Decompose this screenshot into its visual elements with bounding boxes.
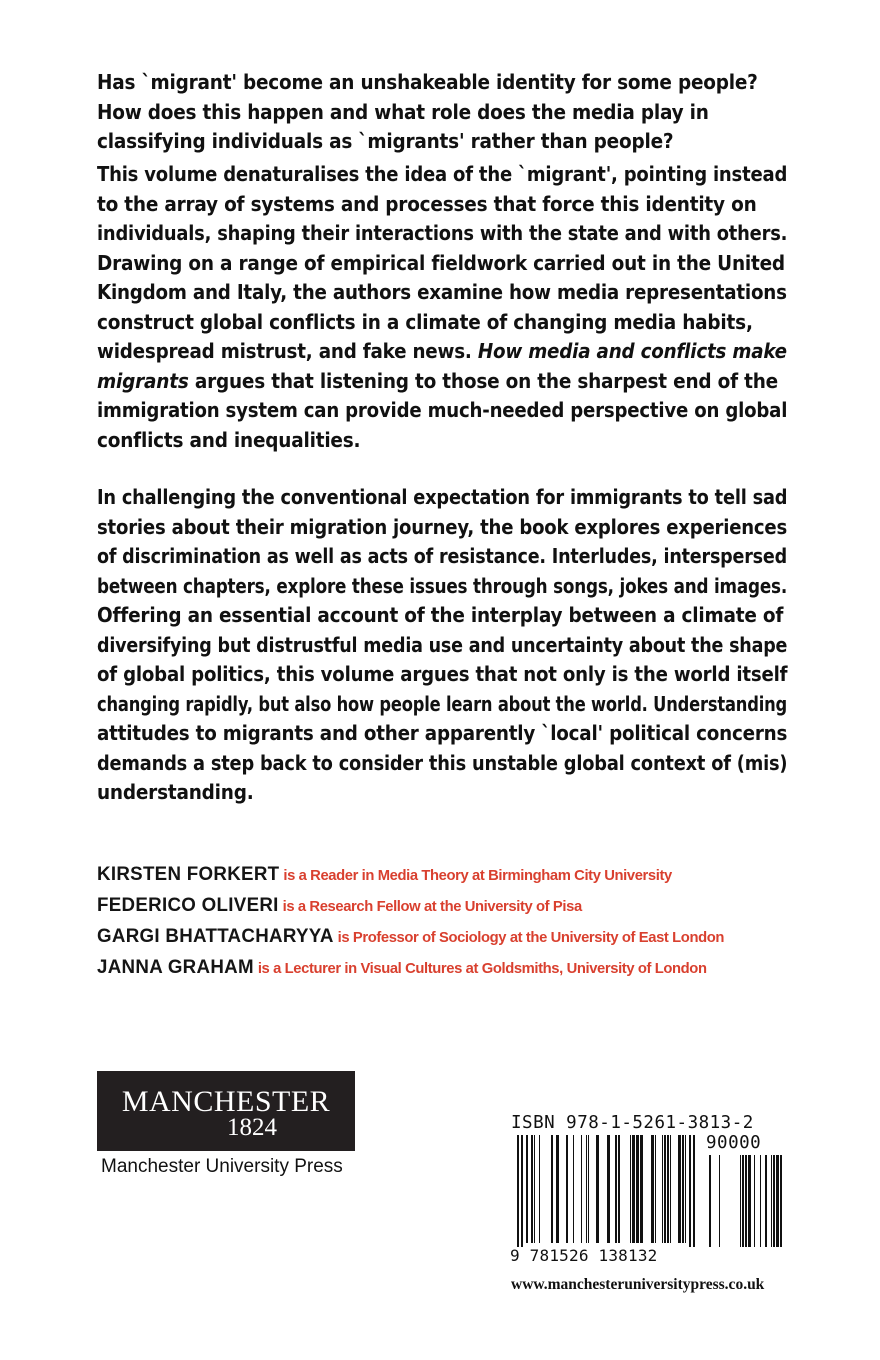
barcode-bar [636, 1135, 639, 1243]
blurb-line: of discrimination as well as acts of resistance. Interludes, interspersed [97, 544, 787, 568]
blurb-paragraph-1 [97, 68, 787, 157]
author-name: GARGI BHATTACHARYYA [97, 926, 334, 947]
barcode-bar [670, 1135, 671, 1243]
author-entry [97, 859, 787, 890]
barcode-bar [689, 1135, 691, 1247]
barcode-bar [640, 1135, 643, 1243]
book-title: migrants [97, 368, 189, 393]
barcode-bar [539, 1135, 540, 1243]
blurb-line: between chapters, explore these issues through songs, jokes and images. [97, 573, 788, 598]
barcode-bar [607, 1135, 610, 1243]
blurb-line: classifying individuals as `migrants' rather than people? [97, 129, 674, 153]
barcode-bar [566, 1135, 568, 1243]
author-entry [97, 952, 787, 983]
author-description: is a Lecturer in Visual Cultures at Goldsmiths, University of London [257, 960, 707, 977]
book-title: How media and conflicts make [477, 339, 787, 363]
author-description: is Professor of Sociology at the University of East London [337, 929, 725, 946]
blurb-line: of global politics, this volume argues that not only is the world itself [97, 662, 788, 686]
blurb-line: migrants argues that listening to those on the sharpest end of the [97, 368, 778, 393]
barcode-bar [586, 1135, 587, 1243]
barcode-bar [531, 1135, 533, 1243]
isbn-label: ISBN 978-1-5261-3813-2 [511, 1113, 754, 1133]
blurb-line: diversifying but distrustful media use and uncertainty about the shape [97, 632, 788, 657]
barcode-image [511, 1135, 786, 1247]
barcode-bar [771, 1155, 772, 1247]
blurb-paragraph-2 [97, 160, 787, 455]
barcode-bar [618, 1135, 620, 1243]
barcode-bar [780, 1155, 782, 1247]
barcode-bar [662, 1135, 663, 1243]
blurb-line: changing rapidly, but also how people learn about the world. Understanding [97, 691, 787, 716]
barcode-bar [526, 1135, 528, 1243]
barcode-bar [596, 1135, 599, 1243]
blurb-line: to the array of systems and processes that force this identity on [97, 191, 757, 216]
barcode-bar [682, 1135, 684, 1243]
barcode-bar [521, 1135, 523, 1247]
barcode-bar [632, 1135, 635, 1243]
author-name: JANNA GRAHAM [97, 957, 254, 978]
barcode-bar [748, 1155, 751, 1247]
barcode-bar [765, 1155, 767, 1247]
logo-year: 1824 [227, 1114, 277, 1141]
barcode-bar [655, 1135, 656, 1243]
blurb-line: immigration system can provide much-needed perspective on global [97, 398, 788, 422]
blurb-line: demands a step back to consider this unstable global context of (mis) [97, 750, 788, 775]
author-name: FEDERICO OLIVERI [97, 895, 279, 916]
logo-name: MANCHESTER [121, 1085, 331, 1118]
barcode-digits: 9 781526 138132 [510, 1246, 658, 1265]
barcode-bar [664, 1135, 666, 1243]
barcode-bar [773, 1155, 775, 1247]
barcode-bar [754, 1155, 755, 1247]
blurb-line: Offering an essential account of the interplay between a climate of [97, 603, 784, 627]
barcode-bar [551, 1135, 553, 1243]
barcode-bar [534, 1135, 535, 1243]
blurb-line: construct global conflicts in a climate of changing media habits, [97, 309, 753, 334]
blurb-line: Drawing on a range of empirical fieldwork carried out in the United [97, 250, 785, 275]
blurb-line: Kingdom and Italy, the authors examine how media representations [97, 280, 787, 304]
barcode-bar [615, 1135, 617, 1243]
author-description: is a Reader in Media Theory at Birmingham City University [283, 867, 672, 884]
barcode-bar [745, 1155, 747, 1247]
blurb-line: How does this happen and what role does the media play in [97, 99, 709, 124]
barcode-bar [685, 1135, 686, 1243]
barcode-bar [776, 1155, 779, 1247]
author-entry [97, 921, 787, 952]
barcode-bar [719, 1155, 720, 1247]
barcode-bar [588, 1135, 589, 1243]
author-description: is a Research Fellow at the University of Pisa [282, 898, 582, 915]
barcode-bar [573, 1135, 574, 1243]
barcode-bar [678, 1135, 681, 1243]
barcode-bar [709, 1155, 711, 1247]
barcode-bar [556, 1135, 559, 1243]
barcode-bar [693, 1135, 695, 1247]
blurb-line: widespread mistrust, and fake news. How media and conflicts make [97, 339, 787, 363]
barcode-bar [667, 1135, 669, 1243]
author-entry [97, 890, 787, 921]
barcode-bar [740, 1155, 741, 1247]
barcode-bar [651, 1135, 654, 1243]
barcode-bar [760, 1155, 761, 1247]
blurb-line: stories about their migration journey, the book explores experiences [97, 514, 788, 539]
barcode-bar [742, 1155, 744, 1247]
addon-label: 90000 [706, 1133, 762, 1153]
barcode-bar [517, 1135, 519, 1247]
blurb-line: conflicts and inequalities. [97, 427, 361, 452]
blurb-paragraph-3 [97, 483, 787, 808]
blurb-line: understanding. [97, 780, 254, 804]
publisher-name: Manchester University Press [101, 1156, 343, 1177]
blurb-line: individuals, shaping their interactions with the state and with others. [97, 221, 788, 245]
blurb-line: This volume denaturalises the idea of the `migrant', pointing instead [97, 162, 788, 186]
barcode-bar [581, 1135, 582, 1243]
author-name: KIRSTEN FORKERT [97, 864, 280, 885]
publisher-logo [97, 1071, 355, 1151]
barcode-bar [630, 1135, 631, 1243]
blurb-line: attitudes to migrants and other apparently `local' political concerns [97, 721, 788, 745]
author-list [97, 859, 797, 983]
publisher-website: www.manchesteruniversitypress.co.uk [511, 1276, 765, 1293]
blurb-line: Has `migrant' become an unshakeable identity for some people? [97, 70, 758, 94]
blurb-line: In challenging the conventional expectation for immigrants to tell sad [97, 485, 788, 509]
